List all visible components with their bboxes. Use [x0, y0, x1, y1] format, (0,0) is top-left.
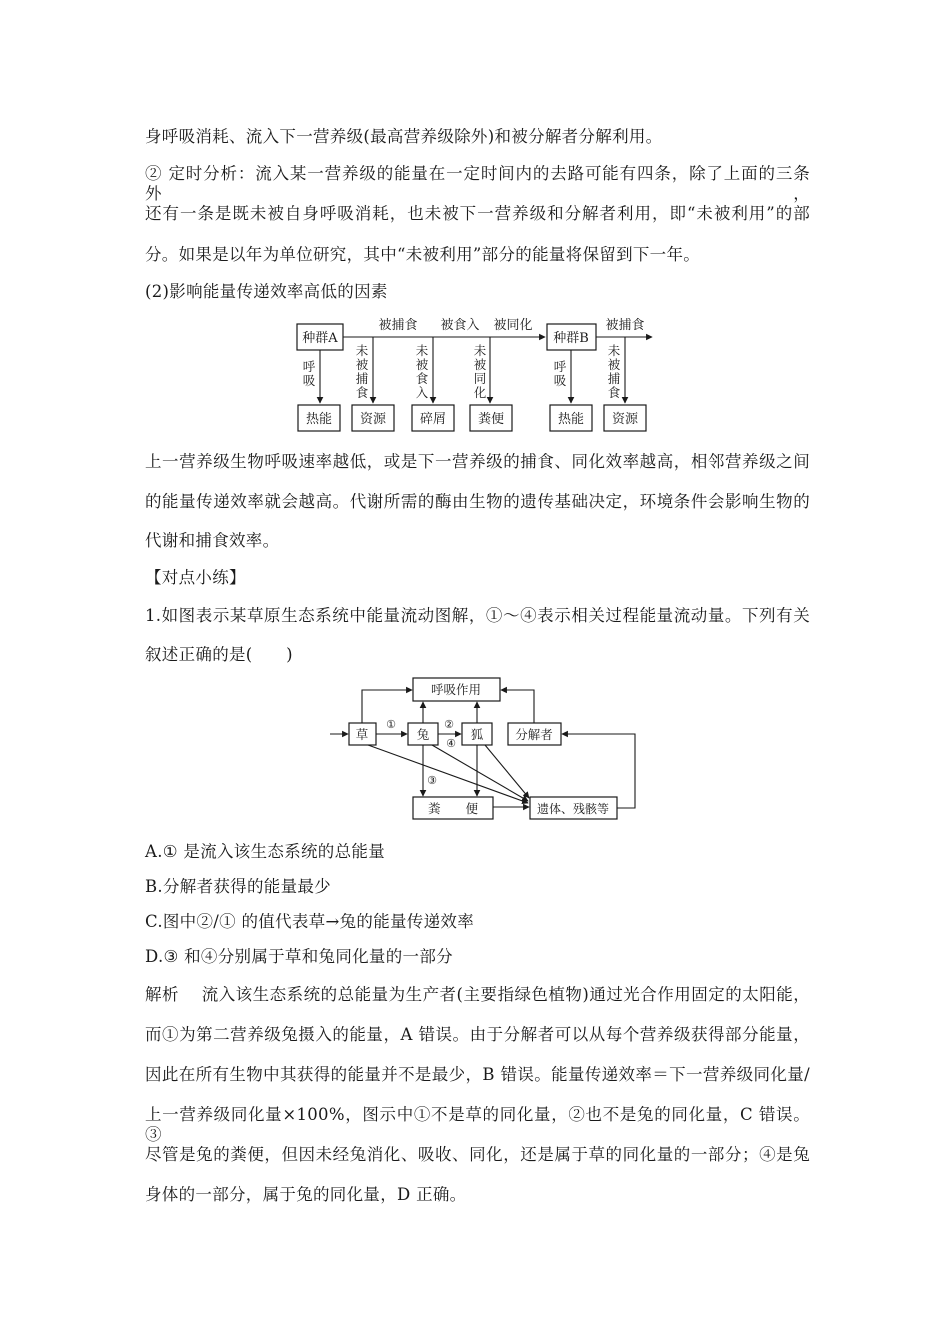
label-1: ① — [386, 718, 396, 731]
para-line: 还有一条是既未被自身呼吸消耗，也未被下一营养级和分解者利用，即“未被利用”的部 — [145, 204, 810, 223]
feces-label: 粪便 — [477, 412, 505, 427]
debris-label: 碎屑 — [419, 412, 447, 427]
answer-line: 身体的一部分，属于兔的同化量，D 正确。 — [145, 1185, 467, 1204]
answer-line: 尽管是兔的粪便，但因未经兔消化、吸收、同化，还是属于草的同化量的一部分；④是兔 — [145, 1145, 810, 1164]
rabbit-label: 兔 — [416, 727, 430, 742]
answer-line: 而①为第二营养级兔摄入的能量，A 错误。由于分解者可以从每个营养级获得部分能量， — [145, 1025, 810, 1044]
population-b-label: 种群B — [553, 331, 589, 346]
vertical-label: 未被捕食 — [607, 343, 621, 400]
answer-line: 上一营养级同化量×100%，图示中①不是草的同化量，②也不是兔的同化量，C 错误。③ — [145, 1105, 810, 1144]
question-line: 1.如图表示某草原生态系统中能量流动图解，①～④表示相关过程能量流动量。下列有关 — [145, 606, 810, 625]
option-c: C.图中②/① 的值代表草→兔的能量传递效率 — [145, 912, 475, 931]
resource-label-b: 资源 — [611, 412, 639, 427]
vertical-label: 未被食入 — [415, 343, 429, 400]
heat-label: 热能 — [305, 412, 333, 427]
resource-label: 资源 — [359, 412, 387, 427]
feces-label: 粪 便 — [427, 801, 479, 816]
label-eaten: 被捕食 — [378, 318, 418, 333]
answer-line: 因此在所有生物中其获得的能量并不是最少，B 错误。能量传递效率＝下一营养级同化量/ — [145, 1065, 810, 1084]
para-line: 代谢和捕食效率。 — [145, 531, 280, 550]
fox-label: 狐 — [470, 727, 484, 742]
practice-heading: 【对点小练】 — [145, 568, 246, 587]
energy-transfer-diagram — [0, 315, 950, 435]
para-line: 的能量传递效率就会越高。代谢所需的酶由生物的遗传基础决定，环境条件会影响生物的 — [145, 492, 810, 511]
label-3: ③ — [427, 774, 437, 787]
label-4: ④ — [446, 737, 456, 750]
decomposer-respiration-arrow — [501, 690, 534, 723]
vertical-label: 未被同化 — [473, 343, 487, 400]
para-line: 身呼吸消耗、流入下一营养级(最高营养级除外)和被分解者分解利用。 — [145, 127, 663, 146]
respiration-label: 呼吸作用 — [430, 682, 482, 697]
heat-label-b: 热能 — [557, 412, 585, 427]
vertical-label: 呼吸 — [553, 359, 567, 388]
question-line: 叙述正确的是( ) — [145, 645, 293, 664]
population-a-label: 种群A — [302, 331, 338, 346]
label-ingested: 被食入 — [440, 318, 480, 333]
para-line: 上一营养级生物呼吸速率越低，或是下一营养级的捕食、同化效率越高，相邻营养级之间 — [145, 452, 810, 471]
grass-label: 草 — [355, 727, 369, 742]
vertical-label: 未被捕食 — [355, 343, 369, 400]
decomposer-label: 分解者 — [515, 727, 553, 742]
label-assimilated: 被同化 — [493, 318, 533, 333]
remains-label: 遗体、残骸等 — [536, 802, 610, 816]
food-chain-diagram — [0, 675, 950, 820]
label-eaten-b: 被捕食 — [605, 318, 645, 333]
vertical-label: 呼吸 — [302, 359, 316, 388]
option-b: B.分解者获得的能量最少 — [145, 877, 331, 896]
answer-line: 解析 流入该生态系统的总能量为生产者(主要指绿色植物)通过光合作用固定的太阳能， — [145, 985, 810, 1004]
option-a: A.① 是流入该生态系统的总能量 — [145, 842, 385, 861]
section-heading: (2)影响能量传递效率高低的因素 — [145, 282, 388, 301]
para-line: 分。如果是以年为单位研究，其中“未被利用”部分的能量将保留到下一年。 — [145, 245, 701, 264]
option-d: D.③ 和④分别属于草和兔同化量的一部分 — [145, 947, 453, 966]
label-2: ② — [444, 718, 454, 731]
para-line: ② 定时分析：流入某一营养级的能量在一定时间内的去路可能有四条，除了上面的三条外， — [145, 164, 810, 203]
